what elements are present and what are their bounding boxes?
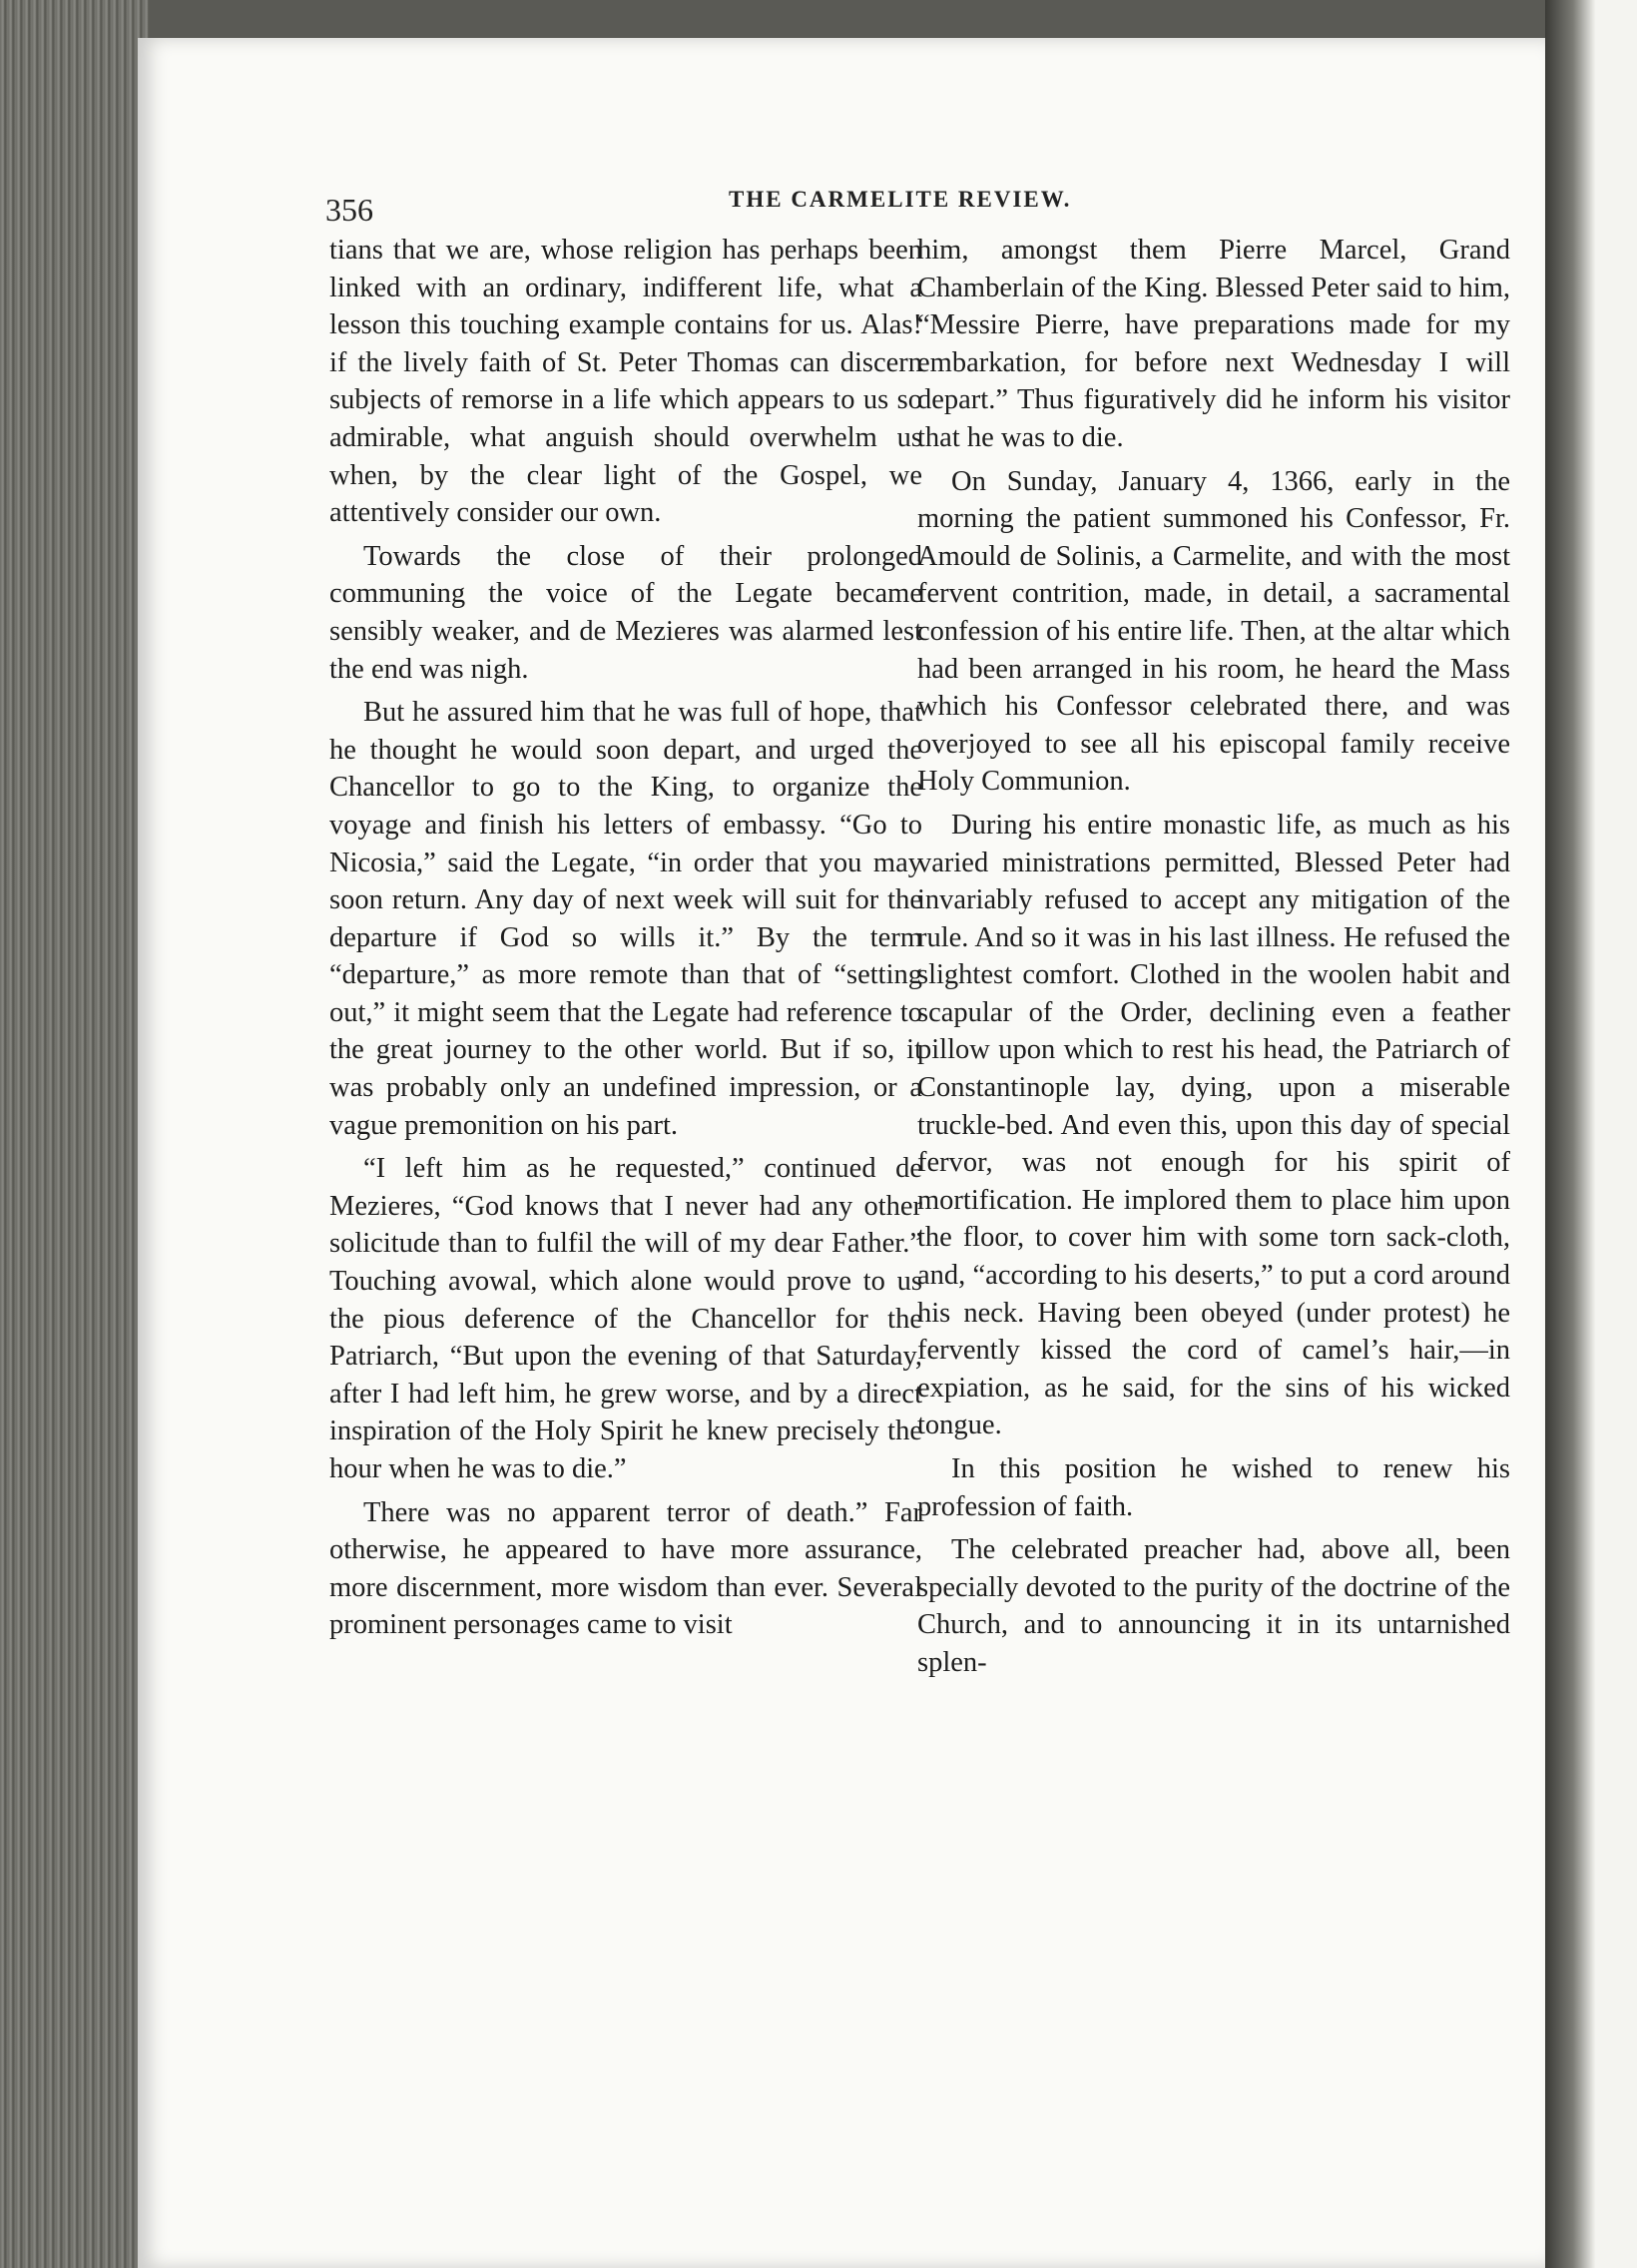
running-head: THE CARMELITE REVIEW. <box>729 187 1072 212</box>
left-paragraph-1: tians that we are, whose religion has perhaps been linked with an ordinary, indifferent life, what a lesson this touching example contains for us. Alas! if the lively faith of St. Peter Thomas can discern subjects of remorse in a life which appears to us so admirable, what anguish should overwhelm us when, by the clear light of the Gospel, we attentively consider our own. <box>329 235 922 529</box>
left-paragraph-3: But he assured him that he was full of hope, that he thought he would soon depart, and urged the Chancellor to go to the King, to organize the voyage and finish his letters of embassy. “Go to Nicosia,” said the Legate, “in order that you may soon return. Any day of next week will suit for the departure if God so wills it.” By the term “departure,” as more remote than that of “setting out,” it might seem that the Legate had reference to the great journey to the other world. But if so, it was probably only an undefined impression, or a vague premonition on his part. <box>329 697 922 1141</box>
right-paragraph-5: The celebrated preacher had, above all, been specially devoted to the purity of the doctrine of the Church, and to announcing it in its untarnished splen- <box>917 1534 1510 1678</box>
left-paragraph-4: “I left him as he requested,” continued de Mezieres, “God knows that I never had any other solicitude than to fulfil the will of my dear Father.” Touching avowal, which alone would prove to us the pious deference of the Chancellor for the Patriarch, “But upon the evening of that Saturday, after I had left him, he grew worse, and by a direct inspiration of the Holy Spirit he knew precisely the hour when he was to die.” <box>329 1153 922 1484</box>
book-spine-shadow <box>1545 0 1637 2268</box>
left-column <box>329 232 922 1644</box>
right-paragraph-4: In this position he wished to renew his profession of faith. <box>917 1453 1510 1522</box>
book-page-edges <box>0 0 150 2268</box>
page-number: 356 <box>325 192 373 228</box>
left-paragraph-5: There was no apparent terror of death.” Far otherwise, he appeared to have more assurance, more discernment, more wisdom than ever. Several prominent personages came to visit <box>329 1496 922 1641</box>
right-paragraph-1: him, amongst them Pierre Marcel, Grand Chamberlain of the King. Blessed Peter said to him, “Messire Pierre, have preparations made for my embarkation, for before next Wednesday I will depart.” Thus figuratively did he inform his visitor that he was to die. <box>917 235 1510 453</box>
left-paragraph-2: Towards the close of their prolonged communing the voice of the Legate became sensibly weaker, and de Mezieres was alarmed lest the end was nigh. <box>329 540 922 685</box>
right-column <box>917 232 1510 1682</box>
right-paragraph-2: On Sunday, January 4, 1366, early in the morning the patient summoned his Confessor, Fr. Amould de Solinis, a Carmelite, and with the most fervent contrition, made, in detail, a sacramental confession of his entire life. Then, at the altar which had been arranged in his room, he heard the Mass which his Confessor celebrated there, and was overjoyed to see all his episcopal family receive Holy Communion. <box>917 465 1510 798</box>
right-paragraph-3: During his entire monastic life, as much as his varied ministrations permitted, Blessed Peter had invariably refused to accept any mitigation of the rule. And so it was in his last illness. He refused the slightest comfort. Clothed in the woolen habit and scapular of the Order, declining even a feather pillow upon which to rest his head, the Patriarch of Constantinople lay, dying, upon a miserable truckle-bed. And even this, upon this day of special fervor, was not enough for his spirit of mortification. He implored them to place him upon the floor, to cover him with some torn sack-cloth, and, “according to his deserts,” to put a cord around his neck. Having been obeyed (under protest) he fervently kissed the cord of camel’s hair,—in expiation, as he said, for the sins of his wicked tongue. <box>917 809 1510 1441</box>
